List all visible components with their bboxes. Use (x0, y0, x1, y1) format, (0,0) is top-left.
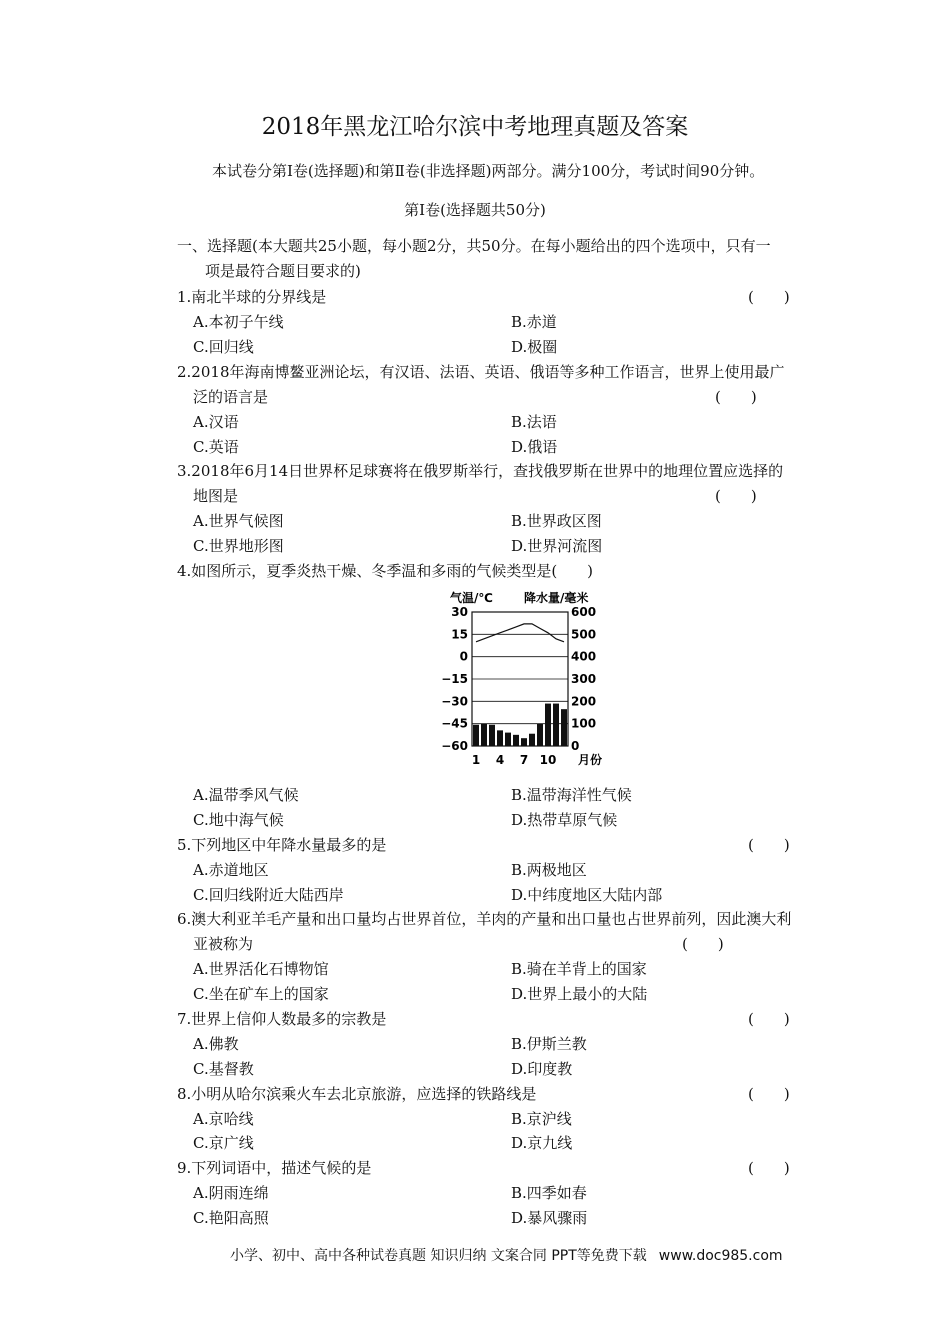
question-2-stem-cont: 泛的语言是 (193, 388, 269, 406)
answer-blank-1: ( ) (748, 288, 790, 306)
month-tick-labels (472, 753, 557, 767)
month-tick-label: 1 (471, 753, 481, 767)
option-6a: A.世界活化石博物馆 (193, 960, 329, 978)
answer-blank-9: ( ) (748, 1159, 790, 1177)
temp-tick-label: 15 (451, 627, 468, 642)
option-9c: C.艳阳高照 (193, 1209, 269, 1227)
precipitation-bar (497, 730, 503, 746)
precip-axis-label: 降水量/毫米 (524, 591, 589, 605)
document-title: 2018年黑龙江哈尔滨中考地理真题及答案 (261, 114, 689, 140)
option-1d: D.极圈 (511, 338, 558, 356)
precip-tick-label: 100 (571, 716, 597, 731)
option-7a: A.佛教 (193, 1035, 239, 1053)
option-8c: C.京广线 (193, 1134, 254, 1152)
option-6c: C.坐在矿车上的国家 (193, 985, 329, 1003)
footer-text: 小学、初中、高中各种试卷真题 知识归纳 文案合同 PPT等免费下载 (230, 1248, 647, 1264)
temp-tick-label: −45 (441, 716, 468, 731)
temp-axis-label: 气温/℃ (450, 591, 493, 605)
question-3-stem-cont: 地图是 (193, 487, 239, 505)
precipitation-bar (561, 709, 567, 746)
part-heading-line2: 项是最符合题目要求的) (205, 262, 361, 280)
option-9a: A.阴雨连绵 (193, 1184, 269, 1202)
option-3a: A.世界气候图 (193, 512, 284, 530)
option-8b: B.京沪线 (511, 1110, 572, 1128)
climate-chart (440, 585, 610, 770)
option-3b: B.世界政区图 (511, 512, 602, 530)
answer-blank-2: ( ) (715, 388, 757, 406)
temp-tick-label: 30 (451, 605, 468, 619)
footer-url[interactable]: www.doc985.com (658, 1248, 783, 1264)
option-4c: C.地中海气候 (193, 811, 284, 829)
option-8d: D.京九线 (511, 1134, 573, 1152)
precipitation-bar (545, 704, 551, 746)
question-6-stem: 6.澳大利亚羊毛产量和出口量均占世界首位，羊肉的产量和出口量也占世界前列，因此澳大利 (177, 910, 792, 928)
option-2d: D.俄语 (511, 438, 558, 456)
month-tick-label: 7 (519, 753, 529, 767)
precipitation-bar (553, 704, 559, 746)
answer-blank-7: ( ) (748, 1010, 790, 1028)
precipitation-bar (489, 725, 495, 746)
option-7c: C.基督教 (193, 1060, 254, 1078)
option-2a: A.汉语 (193, 413, 239, 431)
option-3d: D.世界河流图 (511, 537, 603, 555)
question-2-stem: 2.2018年海南博鳌亚洲论坛，有汉语、法语、英语、俄语等多种工作语言，世界上使用最广 (177, 363, 785, 381)
question-7-stem: 7.世界上信仰人数最多的宗教是 (177, 1010, 387, 1028)
precip-tick-label: 300 (571, 672, 597, 686)
answer-blank-3: ( ) (715, 487, 757, 505)
question-9-stem: 9.下列词语中，描述气候的是 (177, 1159, 372, 1177)
option-9b: B.四季如春 (511, 1184, 587, 1202)
temp-tick-label: −15 (441, 672, 468, 686)
precipitation-bars (473, 704, 567, 746)
month-unit-label: 月份 (578, 753, 603, 767)
option-1c: C.回归线 (193, 338, 254, 356)
question-8-stem: 8.小明从哈尔滨乘火车去北京旅游，应选择的铁路线是 (177, 1085, 537, 1103)
option-8a: A.京哈线 (193, 1110, 254, 1128)
precipitation-bar (505, 733, 511, 746)
option-2b: B.法语 (511, 413, 557, 431)
precip-tick-label: 600 (571, 605, 597, 619)
answer-blank-8: ( ) (748, 1085, 790, 1103)
precip-tick-label: 500 (571, 627, 597, 642)
precip-tick-label: 200 (571, 694, 597, 709)
option-5d: D.中纬度地区大陆内部 (511, 886, 663, 904)
option-7b: B.伊斯兰教 (511, 1035, 587, 1053)
option-6b: B.骑在羊背上的国家 (511, 960, 647, 978)
option-1b: B.赤道 (511, 313, 557, 331)
question-5-stem: 5.下列地区中年降水量最多的是 (177, 836, 387, 854)
exam-intro: 本试卷分第Ⅰ卷(选择题)和第Ⅱ卷(非选择题)两部分。满分100分，考试时间90分钟。 (212, 162, 765, 180)
option-5a: A.赤道地区 (193, 861, 269, 879)
precip-tick-label: 0 (571, 739, 580, 753)
section-heading: 第Ⅰ卷(选择题共50分) (404, 201, 546, 219)
part-heading-line1: 一、选择题(本大题共25小题，每小题2分，共50分。在每小题给出的四个选项中，只有一 (177, 237, 771, 255)
answer-blank-5: ( ) (748, 836, 790, 854)
precipitation-bar (537, 724, 543, 746)
question-3-stem: 3.2018年6月14日世界杯足球赛将在俄罗斯举行，查找俄罗斯在世界中的地理位置应选择的 (177, 462, 784, 480)
question-1-stem: 1.南北半球的分界线是 (177, 288, 327, 306)
precipitation-bar (481, 724, 487, 746)
option-6d: D.世界上最小的大陆 (511, 985, 648, 1003)
precipitation-bar (513, 735, 519, 746)
temp-tick-label: 0 (459, 649, 468, 664)
temp-tick-labels (441, 605, 468, 753)
page-footer (230, 1245, 783, 1265)
answer-blank-6: ( ) (682, 935, 724, 953)
question-6-stem-cont: 亚被称为 (193, 935, 254, 953)
option-1a: A.本初子午线 (193, 313, 284, 331)
month-tick-label: 4 (495, 753, 505, 767)
temp-tick-label: −30 (441, 694, 468, 709)
option-9d: D.暴风骤雨 (511, 1209, 588, 1227)
option-7d: D.印度教 (511, 1060, 573, 1078)
precipitation-bar (521, 738, 527, 746)
option-5b: B.两极地区 (511, 861, 587, 879)
precip-tick-label: 400 (571, 649, 597, 664)
temp-tick-label: −60 (441, 739, 468, 753)
precipitation-bar (529, 734, 535, 746)
option-3c: C.世界地形图 (193, 537, 284, 555)
month-tick-label: 10 (539, 753, 557, 767)
option-4b: B.温带海洋性气候 (511, 786, 632, 804)
precipitation-bar (473, 725, 479, 746)
temperature-curve (476, 624, 564, 642)
question-4-stem: 4.如图所示，夏季炎热干燥、冬季温和多雨的气候类型是( ) (177, 562, 594, 580)
option-5c: C.回归线附近大陆西岸 (193, 886, 344, 904)
option-2c: C.英语 (193, 438, 239, 456)
option-4a: A.温带季风气候 (193, 786, 299, 804)
option-4d: D.热带草原气候 (511, 811, 618, 829)
precip-tick-labels (571, 605, 596, 753)
